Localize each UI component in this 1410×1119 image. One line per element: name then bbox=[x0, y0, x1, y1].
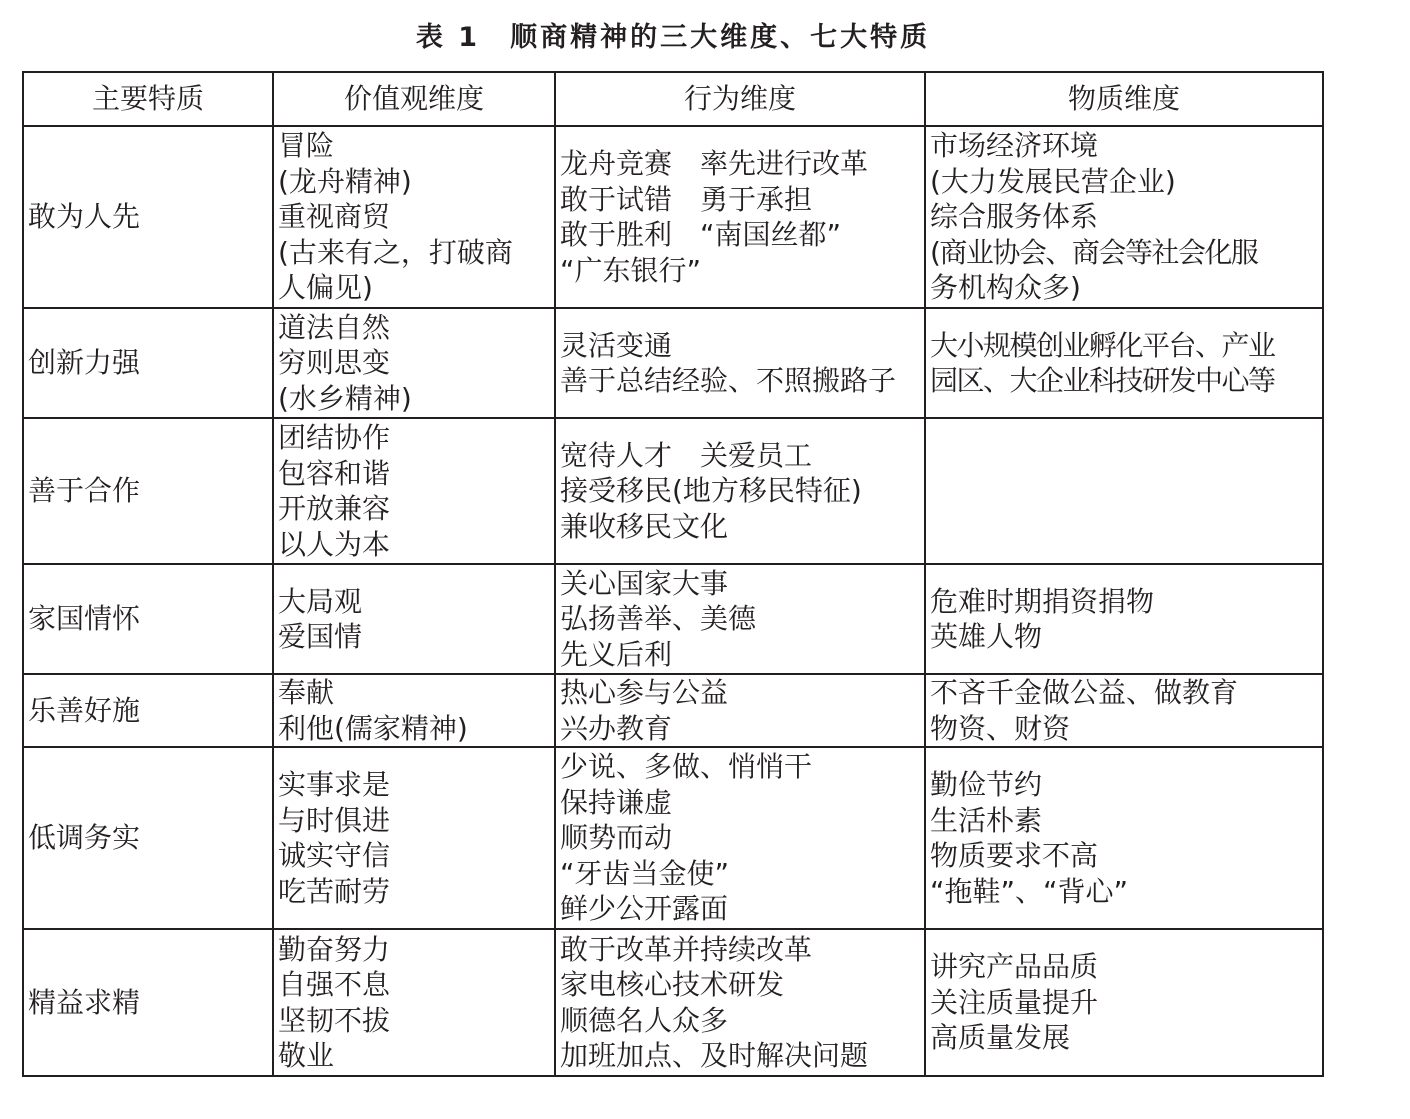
cell-line: 以人为本 bbox=[278, 527, 391, 561]
cell-line: 坚韧不拔 bbox=[278, 1003, 391, 1037]
cell-line: 家电核心技术研发 bbox=[560, 968, 785, 1001]
cell-line: 兼收移民文化 bbox=[560, 509, 729, 543]
cell-line: 勤俭节约 bbox=[930, 768, 1043, 801]
cell-line: 热心参与公益 bbox=[560, 676, 729, 709]
behavior-cell bbox=[555, 564, 925, 674]
behavior-cell bbox=[555, 929, 925, 1076]
cell-line: “拖鞋”、“背心” bbox=[930, 874, 1129, 908]
cell-line: 关注质量提升 bbox=[930, 985, 1099, 1019]
cell-line: 吃苦耐劳 bbox=[278, 874, 391, 908]
cell-line: 鲜少公开露面 bbox=[560, 892, 729, 926]
cell-line: 利他(儒家精神) bbox=[278, 711, 468, 745]
cell-line: (商业协会、商会等社会化服 bbox=[930, 235, 1258, 269]
cell-line: 冒险 bbox=[278, 129, 335, 163]
trait-cell: 精益求精 bbox=[23, 929, 273, 1076]
header-values: 价值观维度 bbox=[273, 72, 555, 126]
material-cell bbox=[925, 929, 1323, 1076]
cell-line: 包容和谐 bbox=[278, 456, 391, 490]
cell-line: 穷则思变 bbox=[278, 346, 391, 380]
material-cell bbox=[925, 126, 1323, 308]
table-row bbox=[23, 674, 1323, 747]
cell-line: 高质量发展 bbox=[930, 1021, 1071, 1055]
cell-line: 不吝千金做公益、做教育 bbox=[930, 676, 1239, 709]
cell-line: 危难时期捐资捐物 bbox=[930, 584, 1155, 618]
cell-line: 讲究产品品质 bbox=[930, 950, 1099, 984]
cell-line: 园区、大企业科技研发中心等 bbox=[930, 364, 1275, 397]
cell-line: 生活朴素 bbox=[930, 803, 1043, 837]
material-cell bbox=[925, 747, 1323, 929]
cell-line: 敢于试错 勇于承担 bbox=[560, 182, 813, 216]
cell-line: 加班加点、及时解决问题 bbox=[560, 1039, 869, 1072]
cell-line: “广东银行” bbox=[560, 253, 702, 287]
material-cell bbox=[925, 308, 1323, 418]
header-behavior: 行为维度 bbox=[555, 72, 925, 126]
cell-line: 人偏见) bbox=[278, 271, 373, 305]
trait-cell: 乐善好施 bbox=[23, 674, 273, 747]
cell-line: 市场经济环境 bbox=[930, 129, 1099, 163]
cell-line: 爱国情 bbox=[278, 620, 363, 653]
cell-line: “牙齿当金使” bbox=[560, 856, 730, 890]
cell-line: 自强不息 bbox=[278, 968, 391, 1001]
cell-line: 务机构众多) bbox=[930, 271, 1081, 305]
values-cell bbox=[273, 564, 555, 674]
traits-table bbox=[22, 71, 1324, 1077]
cell-line: 团结协作 bbox=[278, 421, 391, 454]
header-row bbox=[23, 72, 1323, 126]
values-cell bbox=[273, 308, 555, 418]
table-row bbox=[23, 126, 1323, 308]
trait-cell: 善于合作 bbox=[23, 418, 273, 564]
material-cell bbox=[925, 564, 1323, 674]
cell-line: 大小规模创业孵化平台、产业 bbox=[930, 328, 1275, 362]
table-row bbox=[23, 564, 1323, 674]
cell-line: 与时俱进 bbox=[278, 803, 391, 837]
behavior-cell bbox=[555, 674, 925, 747]
cell-line: 重视商贸 bbox=[278, 200, 391, 234]
material-cell bbox=[925, 418, 1323, 564]
table-caption: 表 1 顺商精神的三大维度、七大特质 bbox=[415, 22, 931, 53]
cell-line: 顺德名人众多 bbox=[560, 1003, 729, 1037]
cell-line: 顺势而动 bbox=[560, 821, 673, 855]
cell-line: 善于总结经验、不照搬路子 bbox=[560, 364, 897, 397]
cell-line: 龙舟竞赛 率先进行改革 bbox=[560, 147, 869, 180]
cell-line: 灵活变通 bbox=[560, 328, 673, 362]
cell-line: 兴办教育 bbox=[560, 711, 673, 745]
trait-cell: 敢为人先 bbox=[23, 126, 273, 308]
header-material: 物质维度 bbox=[925, 72, 1323, 126]
cell-line: 综合服务体系 bbox=[930, 200, 1099, 234]
trait-cell: 低调务实 bbox=[23, 747, 273, 929]
header-trait: 主要特质 bbox=[23, 72, 273, 126]
table-row bbox=[23, 747, 1323, 929]
cell-line: 少说、多做、悄悄干 bbox=[560, 750, 813, 784]
behavior-cell bbox=[555, 418, 925, 564]
values-cell bbox=[273, 418, 555, 564]
cell-line: 诚实守信 bbox=[278, 839, 391, 872]
cell-line: 关心国家大事 bbox=[560, 566, 729, 600]
cell-line: 勤奋努力 bbox=[278, 932, 391, 966]
values-cell bbox=[273, 929, 555, 1076]
cell-line: 宽待人才 关爱员工 bbox=[560, 438, 813, 472]
trait-cell: 家国情怀 bbox=[23, 564, 273, 674]
cell-line: 英雄人物 bbox=[930, 620, 1043, 653]
cell-line: 物资、财资 bbox=[930, 711, 1071, 745]
cell-line: (古来有之，打破商 bbox=[278, 235, 513, 269]
cell-line: 大局观 bbox=[278, 584, 363, 618]
cell-line: 先义后利 bbox=[560, 637, 673, 671]
values-cell bbox=[273, 674, 555, 747]
behavior-cell bbox=[555, 747, 925, 929]
behavior-cell bbox=[555, 126, 925, 308]
material-cell bbox=[925, 674, 1323, 747]
behavior-cell bbox=[555, 308, 925, 418]
cell-line: 保持谦虚 bbox=[560, 785, 673, 819]
cell-line: 接受移民(地方移民特征) bbox=[560, 474, 862, 508]
table-row bbox=[23, 418, 1323, 564]
table-row bbox=[23, 308, 1323, 418]
cell-line: 实事求是 bbox=[278, 768, 391, 801]
cell-line: 敬业 bbox=[278, 1039, 335, 1072]
cell-line: 奉献 bbox=[278, 676, 335, 709]
cell-line: 敢于改革并持续改革 bbox=[560, 932, 813, 966]
cell-line: 道法自然 bbox=[278, 310, 391, 344]
trait-cell: 创新力强 bbox=[23, 308, 273, 418]
cell-line: 敢于胜利 “南国丝都” bbox=[560, 218, 842, 251]
values-cell bbox=[273, 126, 555, 308]
table-row bbox=[23, 929, 1323, 1076]
cell-line: (水乡精神) bbox=[278, 381, 412, 415]
cell-line: 物质要求不高 bbox=[930, 839, 1099, 872]
cell-line: 开放兼容 bbox=[278, 492, 391, 525]
cell-line: (大力发展民营企业) bbox=[930, 164, 1176, 198]
values-cell bbox=[273, 747, 555, 929]
cell-line: (龙舟精神) bbox=[278, 164, 412, 198]
cell-line: 弘扬善举、美德 bbox=[560, 602, 757, 636]
